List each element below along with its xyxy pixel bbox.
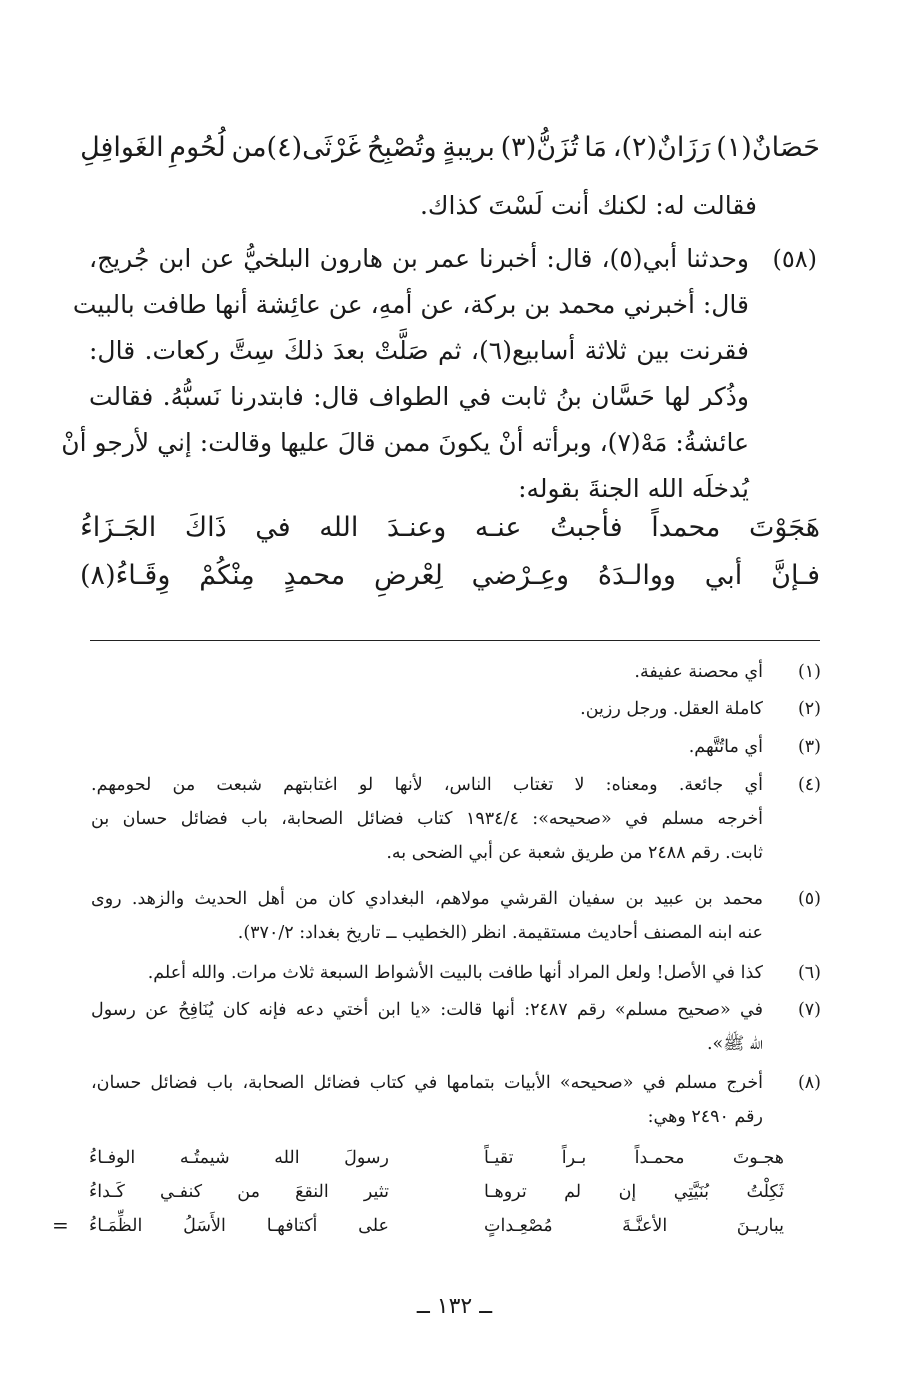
report-text [61, 236, 750, 512]
report-number: (٥٨) [772, 245, 817, 273]
poem-word: الله [274, 1148, 300, 1168]
poem-word: كَـداءُ [89, 1182, 125, 1202]
verse-word: مَا [584, 132, 607, 163]
poem-word: رسولَ [344, 1148, 389, 1168]
footnote-number: (٥) [797, 889, 821, 909]
poem-hemistich-first [484, 1141, 784, 1175]
verse-word: فأجبتُ [550, 512, 623, 543]
verse-word: وعِـرْضي [471, 560, 570, 591]
poem-hemistich-first [484, 1209, 784, 1243]
report-line: عائشةُ: مَهْ(٧)، وبرأته أنْ يكونَ ممن قالَ عليها وقالت: إني لأرجو أنْ [61, 428, 749, 457]
poem-word: مُصْعِـداتٍ [484, 1216, 553, 1236]
poem-word: يباريـنَ [736, 1216, 784, 1236]
verse-word: غَرْثَى(٤)من [231, 132, 362, 163]
verse-word: لُحُومِ [169, 132, 226, 163]
report-line: يُدخلَه الله الجنةَ بقوله: [518, 474, 749, 503]
footnote-line: كاملة العقل. ورجل رزين. [580, 699, 763, 719]
footnote-line: ثابت. رقم ٢٤٨٨ من طريق شعبة عن أبي الضحى به. [386, 843, 763, 863]
poem-row [89, 1141, 784, 1175]
footnote-number: (١) [797, 662, 821, 682]
footnote-text [91, 993, 763, 1061]
footnote-number: (٦) [797, 963, 821, 983]
footnote-poem [89, 1141, 784, 1243]
footnote-text [91, 882, 763, 950]
poem-word: ثَكِلْتُ [746, 1182, 784, 1202]
verse-word: ووالـدَهُ [597, 560, 676, 591]
footnote-line: رقم ٢٤٩٠ وهي: [647, 1107, 763, 1127]
poem-word: تقيـاً [484, 1148, 514, 1168]
footnote-line: عنه ابنه المصنف أحاديث مستقيمة. انظر (الخطيب ــ تاريخ بغداد: ٣٧٠/٢). [237, 923, 763, 943]
verse-word: فـإنَّ [771, 560, 820, 591]
verse-word: حَصَانٌ(١) [716, 132, 820, 163]
poem-word: إن [618, 1182, 637, 1202]
verse-word: وِقَـاءُ(٨) [80, 560, 171, 591]
footnote-text [91, 692, 763, 726]
poem-word: هجـوتَ [732, 1148, 784, 1168]
verse-word: مِنْكُمْ [199, 560, 255, 591]
footnote [91, 768, 821, 870]
footnote [91, 993, 821, 1061]
verse-word: وعنـدَ [386, 512, 447, 543]
footnote [91, 730, 821, 764]
verse-top [80, 128, 820, 168]
footnote-number: (٣) [797, 737, 821, 757]
poem-word: الأعنَّـةَ [622, 1216, 668, 1236]
poem-hemistich-second [89, 1175, 389, 1209]
footnote-number: (٨) [797, 1073, 821, 1093]
footnote-line: كذا في الأصل! ولعل المراد أنها طافت بالبيت الأشواط السبعة ثلاث مرات. والله أعلم. [147, 963, 763, 983]
footnote-text [91, 768, 763, 870]
footnote [91, 882, 821, 950]
verse-line-2 [80, 556, 820, 596]
footnote-line: أخرجه مسلم في «صحيحه»: ١٩٣٤/٤ كتاب فضائل الصحابة، باب فضائل حسان بن [91, 809, 763, 829]
report-line: وحدثنا أبي(٥)، قال: أخبرنا عمر بن هارون البلخيُّ عن ابن جُريج، [89, 244, 749, 273]
footnote-text [91, 1066, 763, 1134]
report-line: وذُكر لها حَسَّان بنُ ثابت في الطواف قال: فابتدرنا نَسبُّهُ. فقالت [89, 382, 749, 411]
footnote [91, 692, 821, 726]
footnote [91, 655, 821, 689]
verse-word: لِعْرضِ [374, 560, 443, 591]
verse-word: وتُصْبِحُ [366, 132, 437, 163]
poem-word: كنفـي [159, 1182, 203, 1202]
footnote-line: أي ماتُتَّهم. [688, 737, 763, 757]
verse-word: الجَـزَاءُ [80, 512, 157, 543]
footnote-line: في «صحيح مسلم» رقم ٢٤٨٧: أنها قالت: «يا ابن أختي دعه فإنه كان يُنَافِحُ عن رسول [91, 1000, 763, 1020]
poem-row [89, 1209, 784, 1243]
poem-word: النقعَ [295, 1182, 329, 1202]
verse-word: محمدٍ [283, 560, 346, 591]
report-line: فقرنت بين ثلاثة أسابيع(٦)، ثم صَلَّتْ بعدَ ذلكَ سِتَّ ركعات. قال: [89, 336, 750, 365]
poem-word: شيمتُـه [179, 1148, 230, 1168]
verse-word: بريبةٍ [442, 132, 495, 163]
poem-hemistich-second [89, 1141, 389, 1175]
poem-hemistich-second [89, 1209, 389, 1243]
verse-word: هَجَوْتَ [748, 512, 820, 543]
poem-word: الأَسَلُ [183, 1216, 226, 1236]
footnote [91, 1066, 821, 1134]
footnote-number: (٤) [797, 775, 821, 795]
footnote-line: أخرج مسلم في «صحيحه» الأبيات بتمامها في كتاب فضائل الصحابة، باب فضائل حسان، [91, 1073, 763, 1093]
footnote-number: (٧) [797, 1000, 821, 1020]
verse-word: في [255, 512, 291, 543]
poem-word: الوفـاءُ [89, 1148, 136, 1168]
verse-line-1 [80, 508, 820, 548]
footnote-text [91, 655, 763, 689]
intro-line: فقالت له: لكنك أنت لَسْتَ كذاك. [419, 191, 757, 220]
poem-word: بـراً [561, 1148, 587, 1168]
footnote-line: الله ﷺ». [706, 1034, 763, 1054]
footnote [91, 956, 821, 990]
poem-word: على [358, 1216, 389, 1236]
poem-word: الظِّمَـاءُ [89, 1216, 143, 1236]
verse-word: أبي [704, 560, 743, 591]
footnote-line: محمد بن عبيد بن سفيان القرشي مولاهم، البغدادي كان من أهل الحديث والزهد. روى [91, 889, 763, 909]
verse-word: تُزَنُّ(٣) [500, 132, 579, 163]
poem-word: بُنَيَّتِي [673, 1182, 710, 1202]
verse-word: الله [319, 512, 359, 543]
verse-word: الغَوافِلِ [80, 132, 164, 163]
verse-word: رَزَانٌ(٢)، [612, 132, 711, 163]
poem-row [89, 1175, 784, 1209]
poem-hemistich-first [484, 1175, 784, 1209]
footnote-text [91, 956, 763, 990]
continuation-mark: = [52, 1213, 69, 1237]
poem-word: لم [564, 1182, 582, 1202]
poem-word: من [237, 1182, 260, 1202]
verse-word: ذَاكَ [184, 512, 227, 543]
verse-word: عنـه [474, 512, 522, 543]
footnote-number: (٢) [797, 699, 821, 719]
verse-word: محمداً [651, 512, 721, 543]
poem-word: تروهـا [484, 1182, 527, 1202]
footnote-line: أي محصنة عفيفة. [634, 662, 763, 682]
page-number: ــ ١٣٢ ــ [416, 1294, 493, 1319]
footnote-divider [90, 640, 820, 641]
footnote-line: أي جائعة. ومعناه: لا تغتاب الناس، لأنها لو اغتابتهم شبعت من لحومهم. [91, 775, 763, 795]
footnote-text [91, 730, 763, 764]
report-line: قال: أخبرني محمد بن بركة، عن أمهِ، عن عائِشة أنها طافت بالبيت [72, 290, 749, 319]
poem-word: أكتافهـا [266, 1216, 318, 1236]
poem-word: تثير [363, 1182, 389, 1202]
poem-word: محمـداً [634, 1148, 685, 1168]
